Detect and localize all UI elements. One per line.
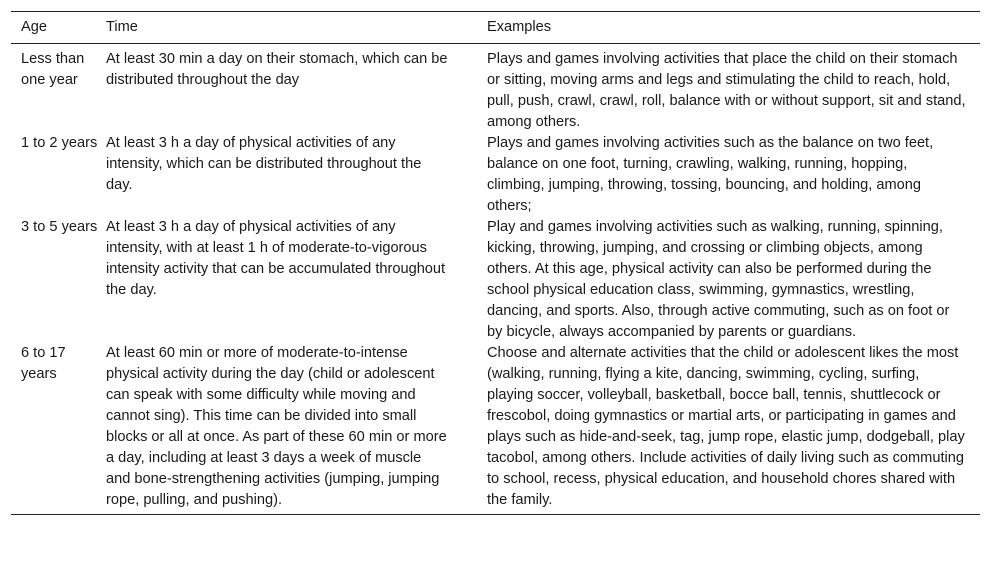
time-cell: At least 3 h a day of physical activities of any intensity, with at least 1 h of moderate-to-vigorous intensity activity that can be accumulated throughout the day. [106,219,446,298]
table-row [11,343,980,515]
table-row [11,44,980,134]
age-cell: 6 to 17 years [21,345,66,382]
time-cell: At least 3 h a day of physical activities of any intensity, which can be distributed throughout the day. [106,135,422,193]
activity-guidelines-table [11,11,980,515]
age-cell: 1 to 2 years [21,135,98,151]
time-cell: At least 60 min or more of moderate-to-intense physical activity during the day (child or adolescent can speak with some difficulty while moving and cannot sing). This time can be divided into small blocks or all at once. As part of these 60 min or more a day, including at least 3 days a week of muscle and bone-strengthening activities (jumping, jumping rope, pulling, and pushing). [106,345,447,508]
age-cell: 3 to 5 years [21,219,98,235]
header-examples: Examples [487,19,552,35]
age-cell: Less than one year [21,51,85,88]
header-row [11,12,980,44]
examples-cell: Plays and games involving activities that place the child on their stomach or sitting, moving arms and legs and stimulating the child to reach, hold, pull, push, crawl, crawl, roll, balance with or without support, sit and stand, among others. [487,51,966,130]
header-time: Time [106,19,138,35]
header-age: Age [21,19,47,35]
table-header [11,12,980,44]
examples-cell: Play and games involving activities such as walking, running, spinning, kicking, throwing, jumping, and crossing or climbing objects, among others. At this age, physical activity can also be performed during the school physical education class, swimming, gymnastics, wrestling, dancing, and sports. Also, through active commuting, such as on foot or by bicycle, always accompanied by parents or guardians. [487,219,950,340]
table-row [11,217,980,343]
table-row [11,133,980,217]
examples-cell: Choose and alternate activities that the child or adolescent likes the most (walking, running, flying a kite, dancing, swimming, cycling, surfing, playing soccer, volleyball, basketball, bocce ball, tennis, shuttlecock or frescobol, doing gymnastics or martial arts, or participating in games and plays such as hide-and-seek, tag, jump rope, elastic jump, dodgeball, play tacobol, among others. Include activities of daily living such as commuting to school, recess, physical education, and household chores shared with the family. [487,345,965,508]
examples-cell: Plays and games involving activities such as the balance on two feet, balance on one foot, turning, crawling, walking, running, hopping, climbing, jumping, throwing, tossing, bouncing, and holding, among others; [487,135,934,214]
table-body [11,44,980,515]
time-cell: At least 30 min a day on their stomach, which can be distributed throughout the day [106,51,448,88]
